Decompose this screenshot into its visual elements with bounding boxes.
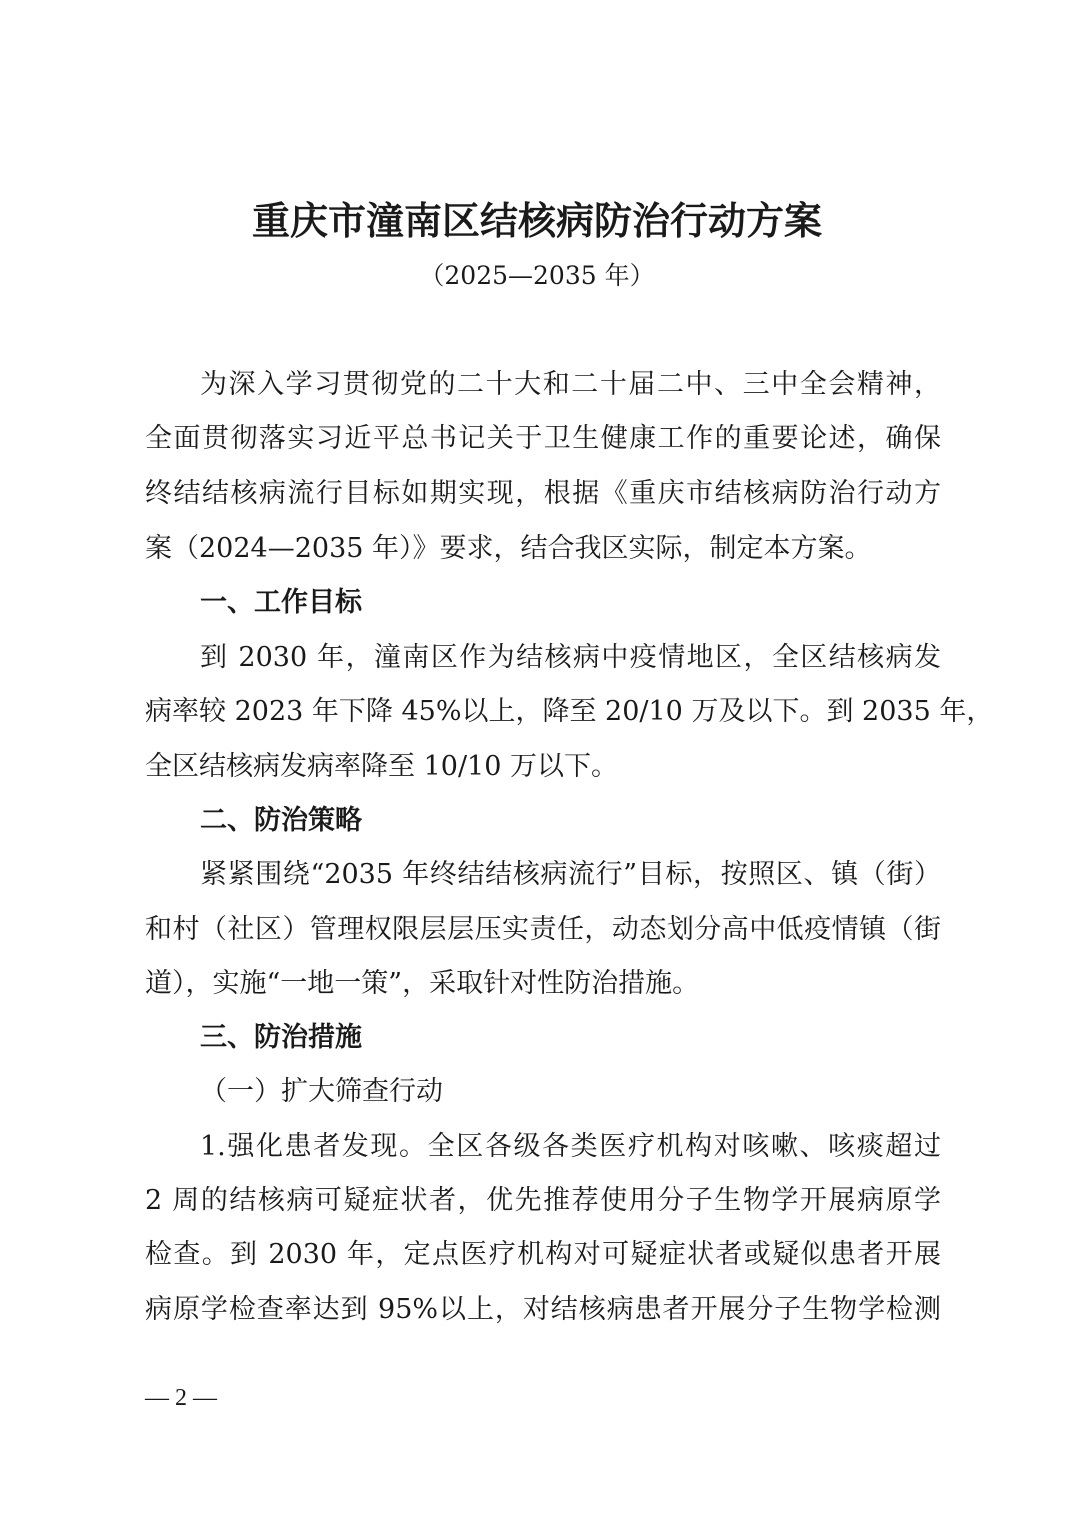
paragraph-line: 紧紧围绕“2035 年终结结核病流行”目标，按照区、镇（街） xyxy=(200,859,941,890)
paragraph-line: 全区结核病发病率降至 10/10 万以下。 xyxy=(145,751,618,782)
intro-line: 案（2024—2035 年）》要求，结合我区实际，制定本方案。 xyxy=(145,533,872,564)
section-heading-measures: 三、防治措施 xyxy=(200,1022,362,1053)
paragraph-line: 病原学检查率达到 95%以上，对结核病患者开展分子生物学检测 xyxy=(145,1294,941,1325)
paragraph-line: 和村（社区）管理权限层层压实责任，动态划分高中低疫情镇（街 xyxy=(145,914,941,945)
subsection-heading: （一）扩大筛查行动 xyxy=(200,1076,443,1107)
paragraph-line: 病率较 2023 年下降 45%以上，降至 20/10 万及以下。到 2035 年， xyxy=(145,696,994,727)
document-subtitle: （2025—2035 年） xyxy=(419,261,655,290)
page-number: — 2 — xyxy=(145,1385,217,1411)
paragraph-line: 到 2030 年，潼南区作为结核病中疫情地区，全区结核病发 xyxy=(200,642,941,673)
paragraph-line: 1.强化患者发现。全区各级各类医疗机构对咳嗽、咳痰超过 xyxy=(200,1131,941,1162)
paragraph-line: 道），实施“一地一策”，采取针对性防治措施。 xyxy=(145,968,700,999)
intro-line: 全面贯彻落实习近平总书记关于卫生健康工作的重要论述，确保 xyxy=(145,423,941,454)
intro-line: 终结结核病流行目标如期实现，根据《重庆市结核病防治行动方 xyxy=(145,478,941,509)
paragraph-line: 2 周的结核病可疑症状者，优先推荐使用分子生物学开展病原学 xyxy=(145,1185,941,1216)
intro-line: 为深入学习贯彻党的二十大和二十届二中、三中全会精神， xyxy=(200,369,941,400)
paragraph-line: 检查。到 2030 年，定点医疗机构对可疑症状者或疑似患者开展 xyxy=(145,1239,941,1270)
document-title: 重庆市潼南区结核病防治行动方案 xyxy=(251,198,822,243)
section-heading-strategy: 二、防治策略 xyxy=(200,805,362,836)
section-heading-goals: 一、工作目标 xyxy=(200,587,362,618)
